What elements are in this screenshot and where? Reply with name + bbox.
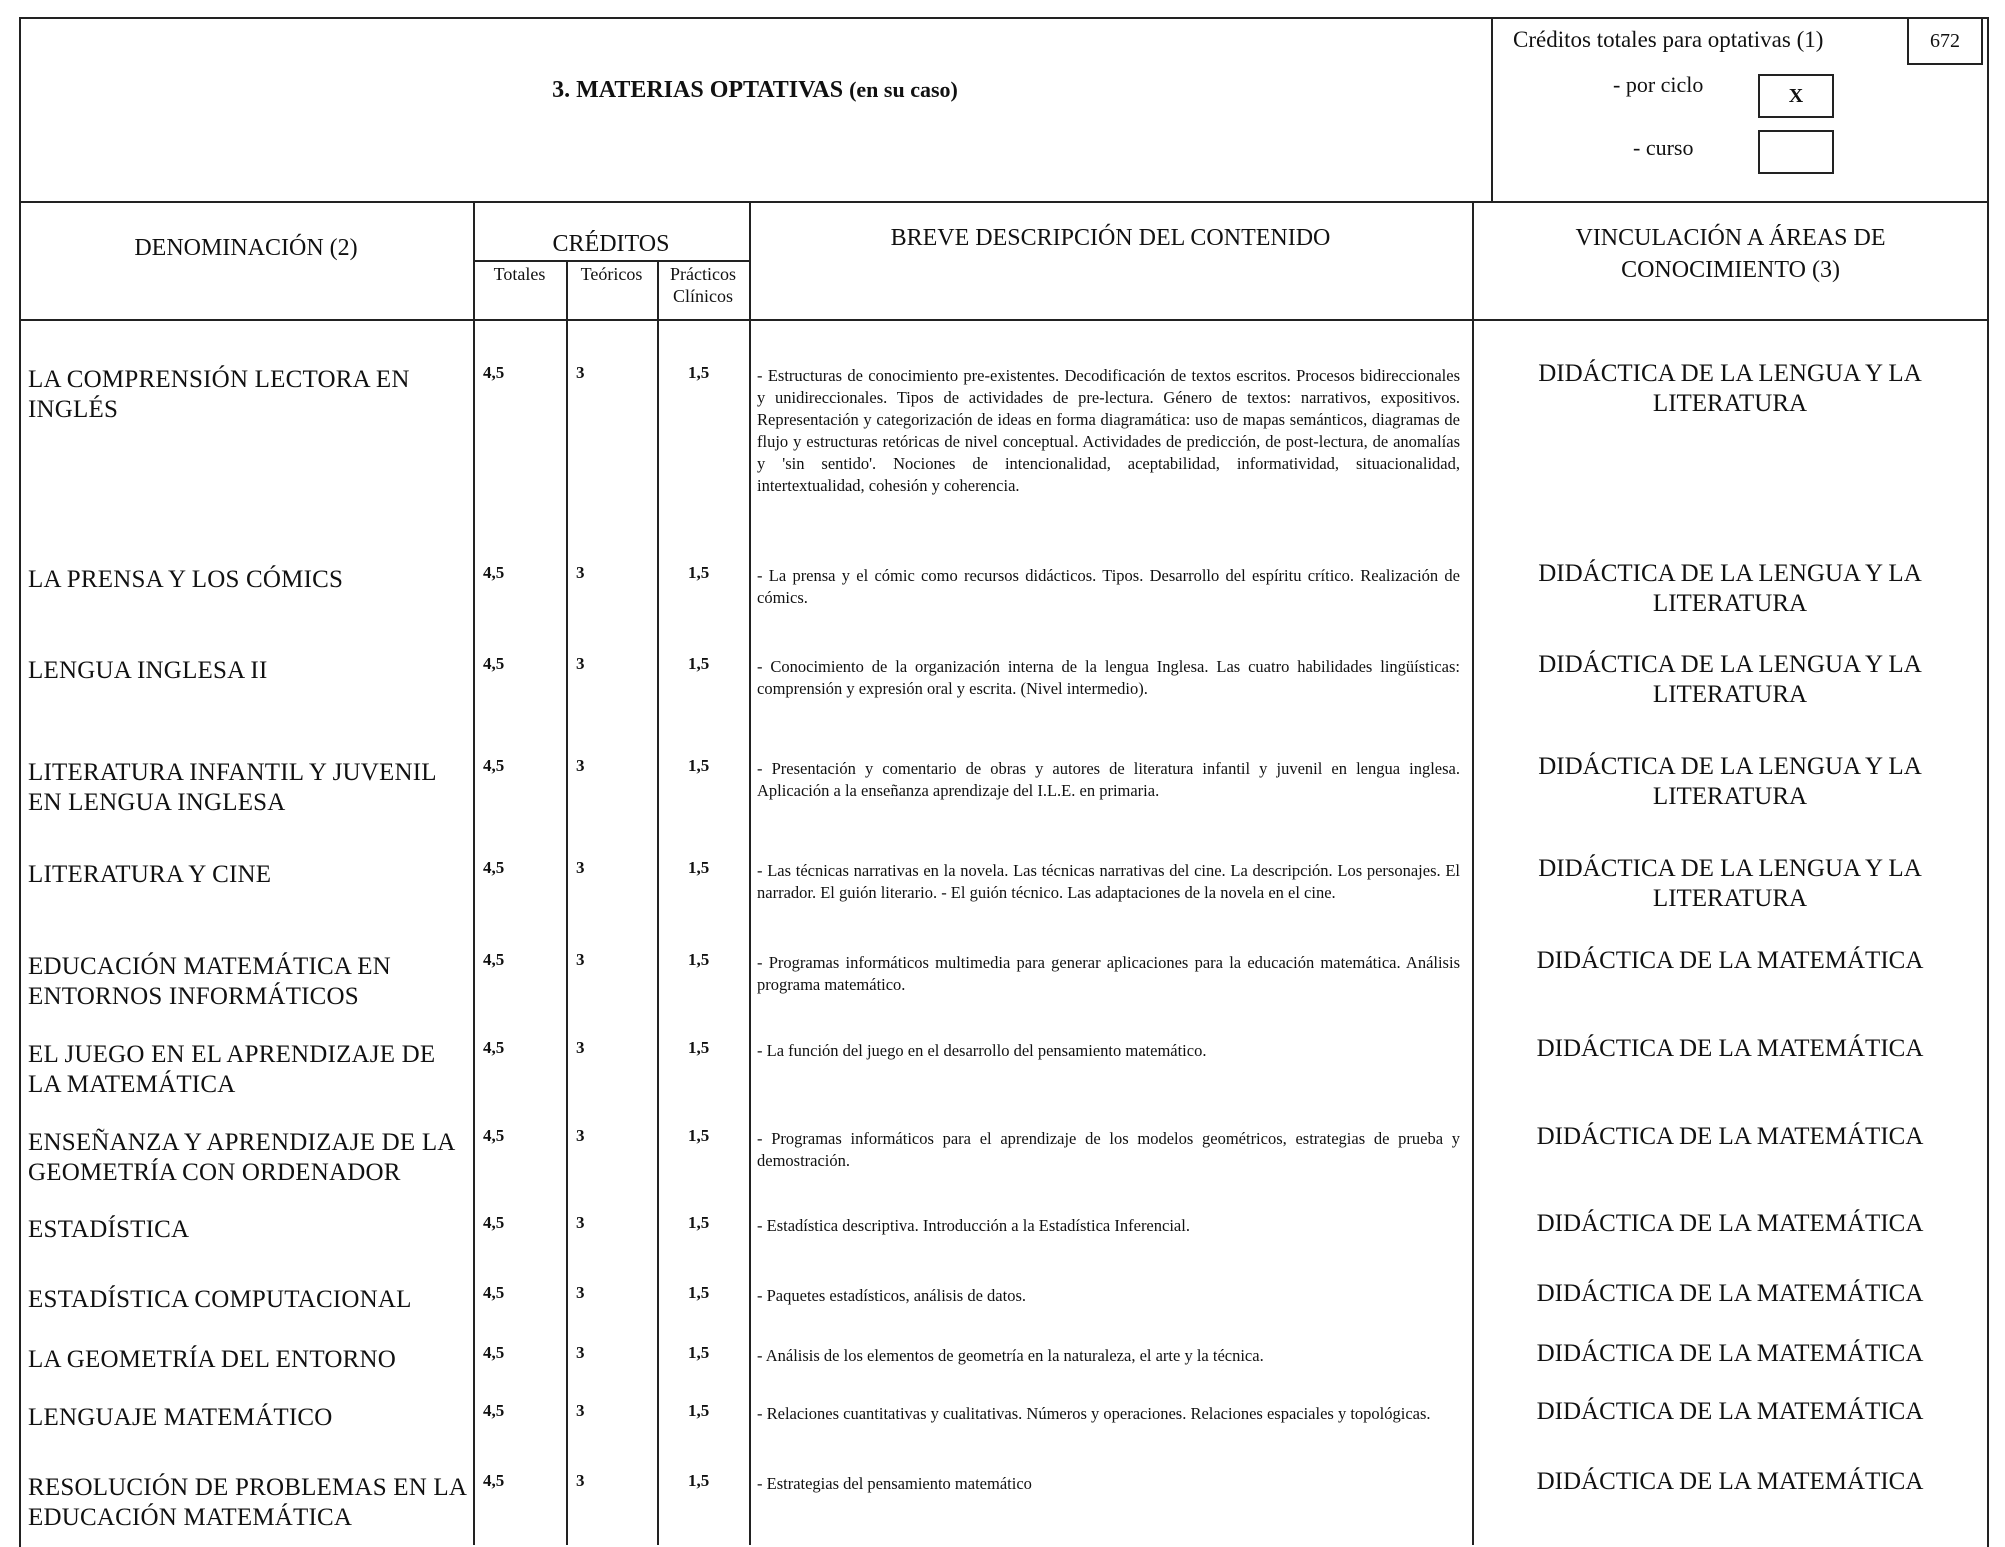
course-name: LENGUA INGLESA II [28, 657, 268, 684]
knowledge-area: DIDÁCTICA DE LA MATEMÁTICA [1536, 1340, 1924, 1367]
credits-total: 4,5 [483, 1471, 505, 1490]
knowledge-area: DIDÁCTICA DE LA LENGUA Y LA LITERATURA [1538, 855, 1922, 912]
credits-total: 4,5 [483, 1283, 505, 1302]
credits-total: 4,5 [483, 858, 505, 877]
course-description: - Conocimiento de la organización interna de la lengua Inglesa. Las cuatro habilidades lingüísticas: comprensión y expresión oral y escrita. (Nivel intermedio). [757, 657, 1460, 698]
credits-total: 4,5 [483, 756, 505, 775]
course-name: RESOLUCIÓN DE PROBLEMAS EN LA EDUCACIÓN MATEMÁTICA [28, 1474, 466, 1531]
credits-practice: 1,5 [688, 1213, 710, 1232]
knowledge-area: DIDÁCTICA DE LA MATEMÁTICA [1536, 947, 1924, 974]
course-description: - Estructuras de conocimiento pre-existentes. Decodificación de textos escritos. Procesos bidireccionales y unidireccionales. Tipos de actividades de pre-lectura. Género de textos: narrativos, expositivos. Representación y categorización de ideas en forma diagramática: uso de mapas semánticos, diagramas de flujo y estructuras retóricas de nivel conceptual. Actividades de predicción, de post-lectura, de anomalías y 'sin sentido'. Nociones de intencionalidad, aceptabilidad, informatividad, situacionalidad, intertextualidad, cohesión y coherencia. [757, 366, 1460, 495]
credits-theory: 3 [576, 858, 585, 877]
credits-theory: 3 [576, 1213, 585, 1232]
knowledge-area: DIDÁCTICA DE LA MATEMÁTICA [1536, 1123, 1924, 1150]
credits-total: 4,5 [483, 363, 505, 382]
credits-theory: 3 [576, 1038, 585, 1057]
credits-total: 4,5 [483, 1343, 505, 1362]
section-title-suffix: (en su caso) [849, 77, 958, 102]
course-description: - La función del juego en el desarrollo del pensamiento matemático. [757, 1041, 1207, 1060]
credits-total: 4,5 [483, 563, 505, 582]
optativas-total-box [1907, 17, 1983, 65]
course-description: - Las técnicas narrativas en la novela. Las técnicas narrativas del cine. La descripción. Los personajes. El narrador. El guión literario. - El guión técnico. Las adaptaciones de la novela en el cine. [757, 861, 1460, 902]
credits-practice: 1,5 [688, 1471, 710, 1490]
credits-total: 4,5 [483, 1126, 505, 1145]
course-name: ESTADÍSTICA [28, 1216, 190, 1243]
credits-total: 4,5 [483, 1401, 505, 1420]
course-name: EL JUEGO EN EL APRENDIZAJE DE LA MATEMÁTICA [28, 1041, 436, 1098]
course-name: LA PRENSA Y LOS CÓMICS [28, 566, 344, 593]
course-name: LENGUAJE MATEMÁTICO [28, 1404, 333, 1431]
credits-practice: 1,5 [688, 654, 710, 673]
credits-theory: 3 [576, 563, 585, 582]
credits-theory: 3 [576, 1401, 585, 1420]
header-vinculacion-line1: VINCULACIÓN A ÁREAS DE [1575, 225, 1886, 251]
curso-label: - curso [1633, 135, 1694, 160]
header-creditos: CRÉDITOS [552, 231, 670, 257]
credits-practice: 1,5 [688, 563, 710, 582]
course-description: - Programas informáticos multimedia para generar aplicaciones para la educación matemática. Análisis programa matemático. [757, 953, 1460, 994]
header-descripcion: BREVE DESCRIPCIÓN DEL CONTENIDO [890, 225, 1331, 251]
knowledge-area: DIDÁCTICA DE LA LENGUA Y LA LITERATURA [1538, 360, 1922, 417]
header-teoricos: Teóricos [580, 264, 643, 284]
header-practicos-line2: Clínicos [672, 286, 733, 306]
course-description: - Estrategias del pensamiento matemático [757, 1474, 1032, 1493]
course-name: ENSEÑANZA Y APRENDIZAJE DE LA GEOMETRÍA CON ORDENADOR [28, 1129, 455, 1186]
header-vinculacion-line2: CONOCIMIENTO (3) [1621, 257, 1840, 283]
credits-practice: 1,5 [688, 1343, 710, 1362]
course-description: - Presentación y comentario de obras y autores de literatura infantil y juvenil en lengua inglesa. Aplicación a la enseñanza aprendizaje del I.L.E. en primaria. [757, 759, 1460, 800]
credits-theory: 3 [576, 1471, 585, 1490]
credits-theory: 3 [576, 950, 585, 969]
course-name: LITERATURA INFANTIL Y JUVENIL EN LENGUA INGLESA [28, 759, 436, 816]
col-divider-practicos [749, 201, 751, 1545]
credits-theory: 3 [576, 1343, 585, 1362]
credits-total: 4,5 [483, 1038, 505, 1057]
credits-theory: 3 [576, 1283, 585, 1302]
course-description: - Paquetes estadísticos, análisis de datos. [757, 1286, 1026, 1305]
knowledge-area: DIDÁCTICA DE LA LENGUA Y LA LITERATURA [1538, 651, 1922, 708]
credits-practice: 1,5 [688, 1283, 710, 1302]
header-practicos [657, 263, 749, 307]
knowledge-area: DIDÁCTICA DE LA MATEMÁTICA [1536, 1280, 1924, 1307]
course-description: - La prensa y el cómic como recursos didácticos. Tipos. Desarrollo del espíritu crítico. Realización de cómics. [757, 566, 1460, 607]
course-description: - Relaciones cuantitativas y cualitativas. Números y operaciones. Relaciones espaciales y topológicas. [757, 1404, 1431, 1423]
col-divider-teoricos [657, 262, 659, 1545]
credits-practice: 1,5 [688, 1126, 710, 1145]
optativas-total-label: Créditos totales para optativas (1) [1513, 27, 1824, 52]
optativas-credit-panel [1491, 17, 1989, 201]
knowledge-area: DIDÁCTICA DE LA MATEMÁTICA [1536, 1210, 1924, 1237]
credits-theory: 3 [576, 363, 585, 382]
knowledge-area: DIDÁCTICA DE LA MATEMÁTICA [1536, 1398, 1924, 1425]
optativas-total-value: 672 [1930, 29, 1960, 52]
header-denominacion: DENOMINACIÓN (2) [134, 235, 358, 261]
course-name: ESTADÍSTICA COMPUTACIONAL [28, 1286, 412, 1313]
course-name: LITERATURA Y CINE [28, 861, 272, 888]
course-description: - Programas informáticos para el aprendizaje de los modelos geométricos, estrategias de prueba y demostración. [757, 1129, 1460, 1170]
knowledge-area: DIDÁCTICA DE LA MATEMÁTICA [1536, 1035, 1924, 1062]
knowledge-area: DIDÁCTICA DE LA MATEMÁTICA [1536, 1468, 1924, 1495]
course-name: LA COMPRENSIÓN LECTORA EN INGLÉS [28, 366, 410, 423]
credits-theory: 3 [576, 756, 585, 775]
credits-total: 4,5 [483, 654, 505, 673]
creditos-subheader-line [473, 260, 749, 262]
credits-theory: 3 [576, 654, 585, 673]
col-divider-denominacion [473, 201, 475, 1545]
credits-practice: 1,5 [688, 1038, 710, 1057]
credits-practice: 1,5 [688, 1401, 710, 1420]
header-practicos-line1: Prácticos [670, 264, 736, 284]
credits-practice: 1,5 [688, 950, 710, 969]
credits-total: 4,5 [483, 950, 505, 969]
por-ciclo-label: - por ciclo [1613, 72, 1704, 97]
course-name: EDUCACIÓN MATEMÁTICA EN ENTORNOS INFORMÁTICOS [28, 953, 391, 1010]
col-divider-totales [566, 262, 568, 1545]
course-description: - Análisis de los elementos de geometría en la naturaleza, el arte y la técnica. [757, 1346, 1264, 1365]
por-ciclo-value: X [1788, 84, 1804, 107]
course-name: LA GEOMETRÍA DEL ENTORNO [28, 1346, 396, 1373]
credits-theory: 3 [576, 1126, 585, 1145]
por-ciclo-box [1758, 74, 1834, 118]
header-totales: Totales [493, 264, 546, 284]
section-title: 3. MATERIAS OPTATIVAS (en su caso) [552, 77, 958, 103]
credits-practice: 1,5 [688, 756, 710, 775]
curso-box [1758, 130, 1834, 174]
credits-practice: 1,5 [688, 363, 710, 382]
credits-total: 4,5 [483, 1213, 505, 1232]
knowledge-area: DIDÁCTICA DE LA LENGUA Y LA LITERATURA [1538, 753, 1922, 810]
section-header [19, 17, 1989, 203]
credits-practice: 1,5 [688, 858, 710, 877]
course-description: - Estadística descriptiva. Introducción a la Estadística Inferencial. [757, 1216, 1190, 1235]
header-vinculacion [1472, 222, 1989, 286]
knowledge-area: DIDÁCTICA DE LA LENGUA Y LA LITERATURA [1538, 560, 1922, 617]
col-divider-descripcion [1472, 201, 1474, 1545]
